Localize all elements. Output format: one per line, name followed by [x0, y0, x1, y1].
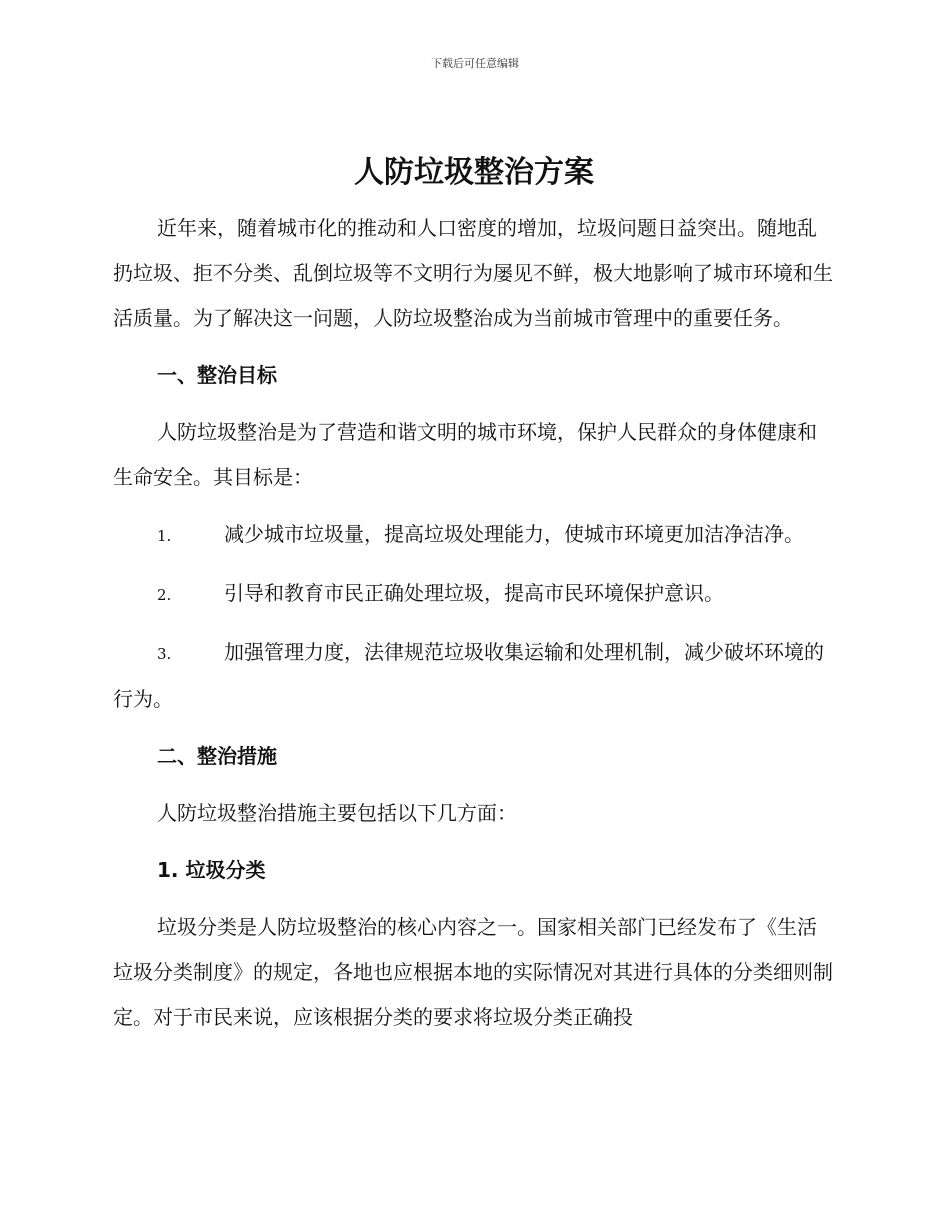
section-heading-goals: 一、整治目标 — [157, 363, 277, 387]
intro-paragraph: 近年来，随着城市化的推动和人口密度的增加，垃圾问题日益突出。随地乱扔垃圾、拒不分类、乱倒垃圾等不文明行为屡见不鲜，极大地影响了城市环境和生活质量。为了解决这一问题，人防垃圾整治成为当前城市管理中的重要任务。 — [113, 216, 833, 330]
page-header-note: 下载后可任意编辑 — [431, 57, 519, 70]
list-item-number: 3. — [157, 645, 172, 663]
list-item-text: 加强管理力度，法律规范垃圾收集运输和处理机制，减少破坏环境的行为。 — [113, 640, 824, 711]
list-item-number: 1. — [157, 527, 172, 545]
list-item-text: 减少城市垃圾量，提高垃圾处理能力，使城市环境更加洁净洁净。 — [224, 522, 804, 546]
measures-paragraph: 人防垃圾整治措施主要包括以下几方面： — [157, 801, 517, 825]
goals-paragraph: 人防垃圾整治是为了营造和谐文明的城市环境，保护人民群众的身体健康和生命安全。其目标是： — [113, 420, 817, 489]
list-item-text: 引导和教育市民正确处理垃圾，提高市民环境保护意识。 — [224, 581, 724, 605]
sorting-paragraph: 垃圾分类是人防垃圾整治的核心内容之一。国家相关部门已经发布了《生活垃圾分类制度》的规定，各地也应根据本地的实际情况对其进行具体的分类细则制定。对于市民来说，应该根据分类的要求将垃圾分类正确投 — [113, 915, 833, 1029]
list-item — [113, 630, 835, 722]
subsection-heading-sorting: 1. 垃圾分类 — [157, 858, 266, 882]
list-item — [113, 512, 835, 559]
document-body — [113, 148, 835, 1052]
document-title: 人防垃圾整治方案 — [354, 155, 594, 190]
list-item-number: 2. — [157, 586, 172, 604]
section-heading-measures: 二、整治措施 — [157, 744, 277, 768]
list-item — [113, 571, 835, 618]
